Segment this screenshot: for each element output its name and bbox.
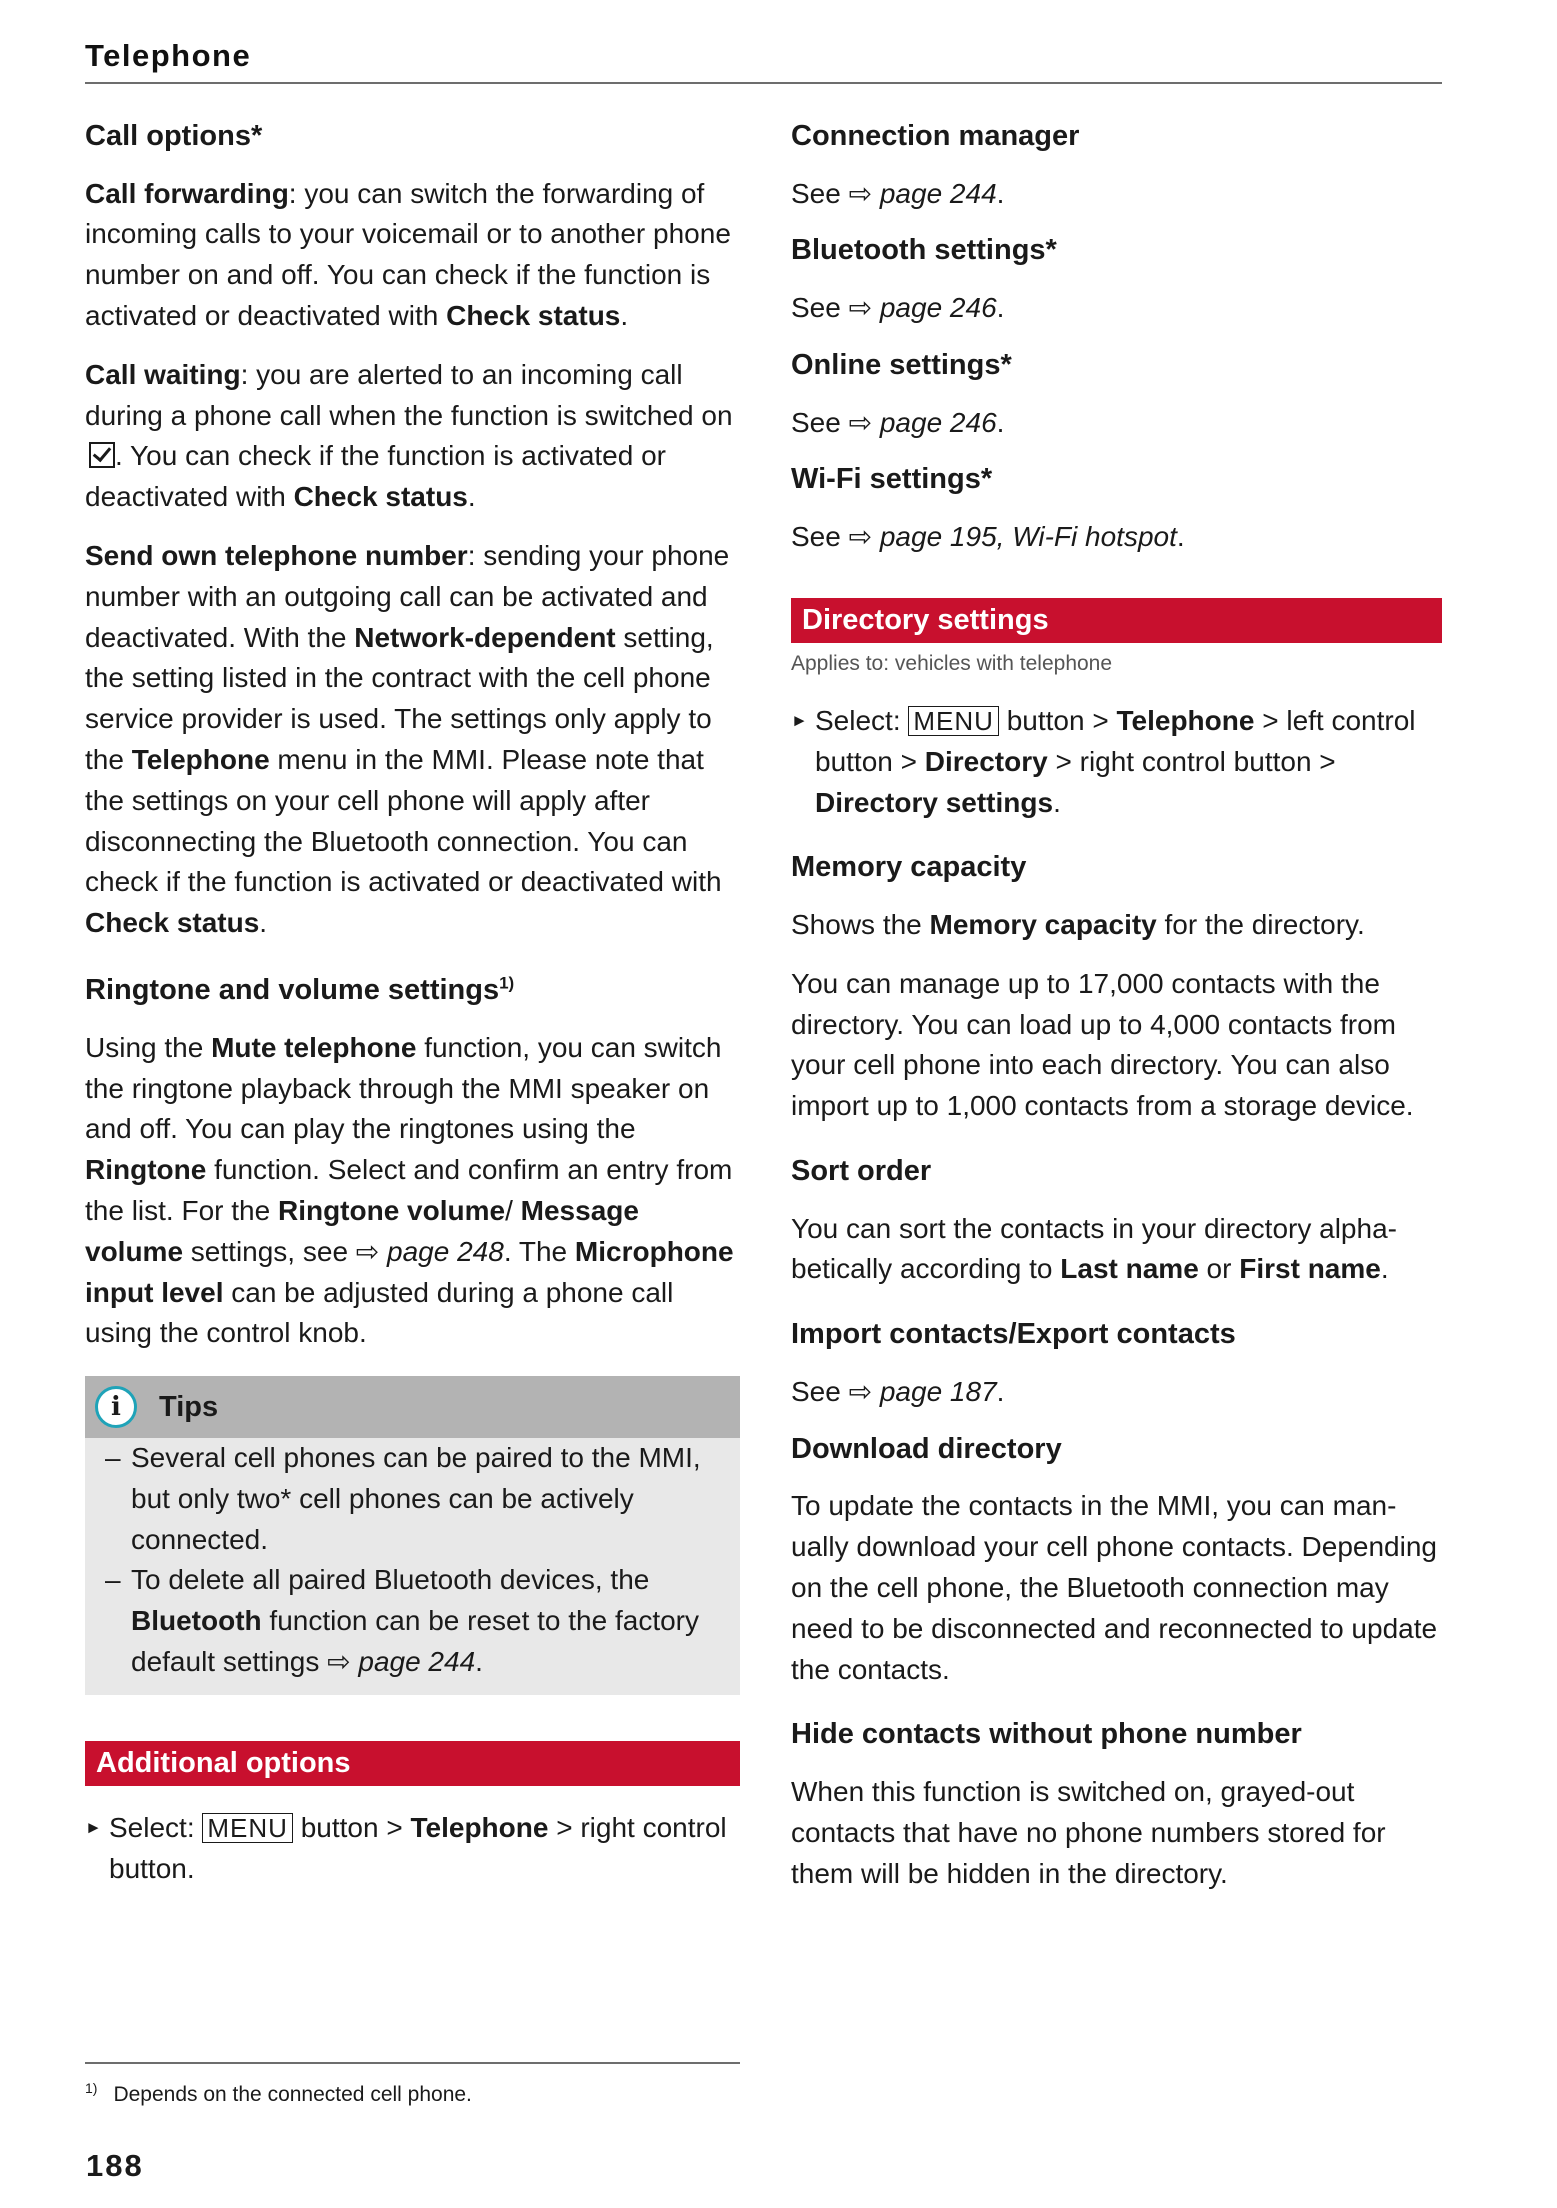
wifi-settings-heading: Wi-Fi settings* bbox=[791, 463, 993, 496]
page-244-link[interactable]: ⇨ page 244 bbox=[848, 177, 997, 209]
footnote-divider bbox=[85, 2062, 740, 2064]
footnote: $^{1)}$ Depends on the connected cell phone. bbox=[85, 2080, 472, 2106]
sort-order-paragraph: You can sort the contacts in your directory alphabetically according to Last name or First name. bbox=[791, 1212, 1397, 1285]
page-header-title: Telephone bbox=[85, 38, 252, 73]
step-arrow-icon: ► bbox=[85, 1817, 102, 1837]
download-directory-heading: Download directory bbox=[791, 1432, 1062, 1465]
connection-manager-see: See ⇨ page 244. bbox=[791, 177, 1005, 209]
info-icon: i bbox=[95, 1386, 137, 1428]
ringtone-heading: Ringtone and volume settings$^{1)}$ bbox=[85, 973, 515, 1007]
directory-settings-bar: Directory settings bbox=[791, 598, 1442, 643]
right-column bbox=[791, 118, 1442, 1913]
call-waiting-paragraph: Call waiting: you are alerted to an incoming call during a phone call when the function is switched on . You can check if the function is activated or deactivated with Check status. bbox=[85, 358, 733, 513]
page-195-link[interactable]: ⇨ page 195, Wi-Fi hotspot bbox=[848, 521, 1177, 553]
own-number-paragraph: Send own telephone number: sending your phone number with an outgoing call can be activated and deactivated. With the Network-dependent setting, the setting listed in the contract with the cell phone service provider is used. The settings only apply to the Telephone menu in the MMI. Please note that the settings on your cell phone will apply after disconnecting the Bluetooth connection. You can check if the function is activated or deactivated with Check status. bbox=[85, 540, 730, 939]
footnote-ref: 1) bbox=[499, 973, 515, 993]
tips-title: Tips bbox=[159, 1390, 219, 1423]
page-header bbox=[85, 38, 1442, 84]
page-number: 188 bbox=[86, 2148, 144, 2183]
hide-contacts-heading: Hide contacts without phone number bbox=[791, 1718, 1302, 1751]
page-187-link[interactable]: ⇨ page 187 bbox=[848, 1375, 997, 1407]
left-column bbox=[85, 118, 740, 1907]
call-options-heading: Call options* bbox=[85, 120, 263, 152]
menu-key: MENU bbox=[908, 706, 999, 736]
page-244-link[interactable]: ⇨ page 244 bbox=[327, 1646, 476, 1678]
page-248-link[interactable]: ⇨ page 248 bbox=[355, 1235, 504, 1267]
applies-to-note: Applies to: vehicles with telephone bbox=[791, 651, 1113, 675]
step-arrow-icon: ► bbox=[791, 710, 808, 730]
import-export-see: See ⇨ page 187. bbox=[791, 1375, 1005, 1407]
import-export-heading: Import contacts/Export contacts bbox=[791, 1318, 1236, 1351]
additional-options-step: ► Select: MENU button > Telephone > right control button. bbox=[85, 1808, 740, 1890]
wifi-settings-see: See ⇨ page 195, Wi-Fi hotspot. bbox=[791, 521, 1185, 553]
tip-item: – To delete all paired Bluetooth devices, the Bluetooth function can be reset to the factory default settings ⇨ page 244. bbox=[105, 1564, 700, 1678]
ringtone-paragraph: Using the Mute telephone function, you can switch the ringtone playback through the MMI speaker on and off. You can play the ringtones using the Ringtone function. Select and confirm an entry from the list. For the Ringtone volume/ Message volume settings, see ⇨ page 248. The Microphone input level can be adjusted during a phone call using the control knob. bbox=[85, 1031, 734, 1349]
page-246-link[interactable]: ⇨ page 246 bbox=[848, 406, 997, 438]
memory-capacity-heading: Memory capacity bbox=[791, 851, 1027, 884]
bluetooth-settings-heading: Bluetooth settings* bbox=[791, 234, 1057, 267]
download-directory-paragraph: To update the contacts in the MMI, you can manually download your cell phone contacts. Depending on the cell phone, the Bluetooth connection may need to be disconnected and reconnected to update the contacts. bbox=[791, 1490, 1438, 1685]
connection-manager-heading: Connection manager bbox=[791, 120, 1080, 152]
bluetooth-settings-see: See ⇨ page 246. bbox=[791, 292, 1005, 324]
checkbox-checked-icon bbox=[89, 442, 115, 468]
page-246-link[interactable]: ⇨ page 246 bbox=[848, 292, 997, 324]
memory-capacity-paragraph: Shows the Memory capacity for the directory. bbox=[791, 909, 1365, 941]
tip-item: – Several cell phones can be paired to the MMI, but only two* cell phones can be actively connected. bbox=[105, 1442, 701, 1555]
online-settings-see: See ⇨ page 246. bbox=[791, 406, 1005, 438]
tips-box bbox=[85, 1376, 740, 1695]
online-settings-heading: Online settings* bbox=[791, 348, 1012, 381]
memory-limits-paragraph: You can manage up to 17,000 contacts with the directory. You can load up to 4,000 contacts from your cell phone into each directory. You can also import up to 1,000 contacts from a storage device. bbox=[791, 967, 1414, 1122]
sort-order-heading: Sort order bbox=[791, 1155, 932, 1187]
menu-key: MENU bbox=[202, 1813, 293, 1843]
call-forwarding-paragraph: Call forwarding: you can switch the forwarding of incoming calls to your voicemail or to another phone number on and off. You can check if the function is activated or deactivated with Check status. bbox=[85, 177, 731, 332]
tips-header bbox=[85, 1376, 740, 1438]
directory-settings-step: ► Select: MENU button > Telephone > left control button > Directory > right control button > Directory settings. bbox=[791, 701, 1442, 823]
hide-contacts-paragraph: When this function is switched on, grayed-out contacts that have no phone numbers stored for them will be hidden in the directory. bbox=[791, 1776, 1386, 1889]
additional-options-bar: Additional options bbox=[85, 1741, 740, 1786]
